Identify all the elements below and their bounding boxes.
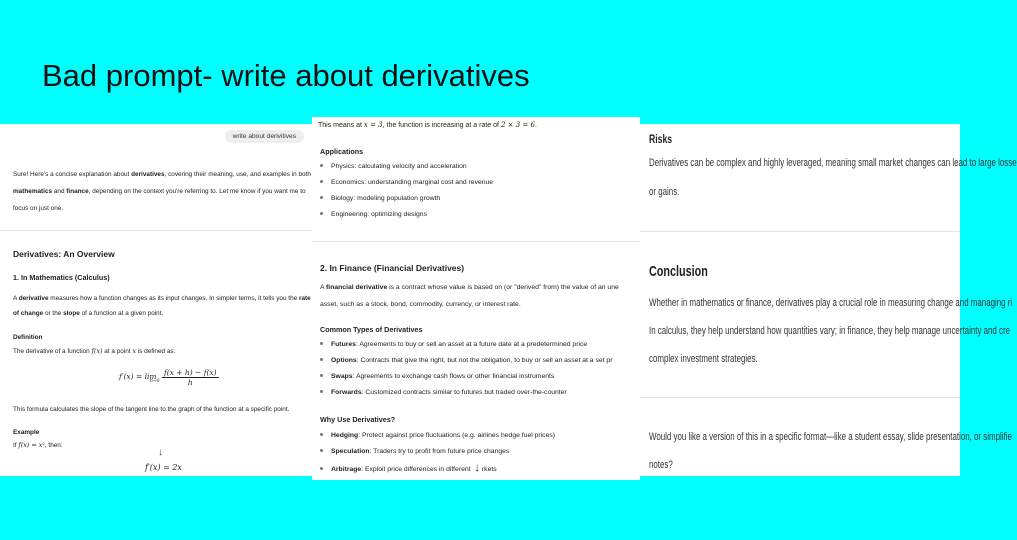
divider (0, 230, 312, 231)
math-heading: 1. In Mathematics (Calculus) (13, 273, 110, 282)
why-list (312, 428, 555, 478)
scroll-down-arrow-icon[interactable]: ↓ (474, 462, 480, 474)
followup-line-2: notes? (649, 459, 673, 471)
example-label: Example (13, 429, 40, 436)
divider (640, 231, 960, 232)
example-result: f′(x) = 2x (145, 463, 182, 472)
divider (640, 397, 960, 398)
fin-def-line-2: asset, such as a stock, bond, commodity, currency, or interest rate. (320, 301, 521, 308)
finance-heading: 2. In Finance (Financial Derivatives) (320, 263, 465, 273)
user-prompt-bubble: write about derivitives (225, 130, 304, 143)
list-item: Futures: Agreements to buy or sell an asset at a future date at a predetermined price (312, 337, 612, 353)
scroll-down-arrow-icon[interactable]: ↓ (158, 447, 163, 458)
definition-text: The derivative of a function f(x) at a point x is defined as: (13, 347, 176, 355)
list-item: Physics: calculating velocity and acceleration (312, 159, 493, 175)
intro-line-3: focus on just one. (13, 205, 64, 212)
divider (312, 241, 640, 242)
why-heading: Why Use Derivatives? (320, 415, 396, 424)
applications-heading: Applications (320, 147, 364, 156)
conclusion-line-2: In calculus, they help understand how quantities vary; in finance, they help manage uncertainty and cre (649, 325, 1011, 337)
overview-heading: Derivatives: An Overview (13, 249, 115, 259)
conclusion-line-3: complex investment strategies. (649, 353, 758, 365)
chat-screenshot-panel-1 (0, 124, 312, 476)
intro-line-2: mathematics and finance, depending on the context you're referring to. Let me know if you want me to (13, 188, 306, 195)
risks-line-1: Derivatives can be complex and highly leveraged, meaning small market changes can lead to large losse (649, 157, 1017, 169)
followup-line-1: Would you like a version of this in a specific format—like a student essay, slide presentation, or simplifie (649, 431, 1012, 443)
formula-note: This formula calculates the slope of the tangent line to the graph of the function at a specific point. (13, 406, 290, 413)
chat-screenshot-panel-3 (640, 124, 1017, 476)
applications-list (312, 159, 493, 223)
list-item: Biology: modeling population growth (312, 191, 493, 207)
list-item: Arbitrage: Exploit price differences in different ↓ rkets (312, 460, 555, 478)
def-line-2: of change or the slope of a function at a given point. (13, 310, 164, 317)
list-item: Economics: understanding marginal cost and revenue (312, 175, 493, 191)
types-list (312, 337, 612, 401)
risks-line-2: or gains. (649, 186, 680, 198)
slide-title: Bad prompt- write about derivatives (42, 58, 530, 93)
derivative-formula: f′(x) = lim h→0 $\frac{f(x + h) - f(x)}{h}$ (119, 368, 217, 387)
list-item: Swaps: Agreements to exchange cash flows or other financial instruments (312, 369, 612, 385)
conclusion-line-1: Whether in mathematics or finance, derivatives play a crucial role in measuring change and managing ri (649, 297, 1013, 309)
list-item: Hedging: Protect against price fluctuations (e.g. airlines hedge fuel prices) (312, 428, 555, 444)
list-item: Options: Contracts that give the right, but not the obligation, to buy or sell an asset at a set pr (312, 353, 612, 369)
list-item: Speculation: Traders try to profit from future price changes (312, 444, 555, 460)
types-heading: Common Types of Derivatives (320, 325, 423, 334)
fin-def-line-1: A financial derivative is a contract whose value is based on (or "derived" from) the value of an une (320, 284, 619, 291)
conclusion-heading: Conclusion (649, 263, 708, 280)
list-item: Engineering: optimizing designs (312, 207, 493, 223)
rate-sentence: This means at x = 3, the function is increasing at a rate of 2 × 3 = 6. (318, 121, 537, 129)
def-line-1: A derivative measures how a function changes as its input changes. In simpler terms, it tells you the rate (13, 295, 311, 302)
list-item: Forwards: Customized contracts similar to futures but traded over-the-counter (312, 385, 612, 401)
chat-screenshot-panel-2 (312, 117, 640, 480)
intro-line-1: Sure! Here's a concise explanation about derivatives, covering their meaning, use, and examples in both (13, 171, 311, 178)
risks-heading: Risks (649, 132, 673, 146)
definition-label: Definition (13, 334, 43, 341)
example-text: If f(x) = x², then: (13, 441, 63, 449)
